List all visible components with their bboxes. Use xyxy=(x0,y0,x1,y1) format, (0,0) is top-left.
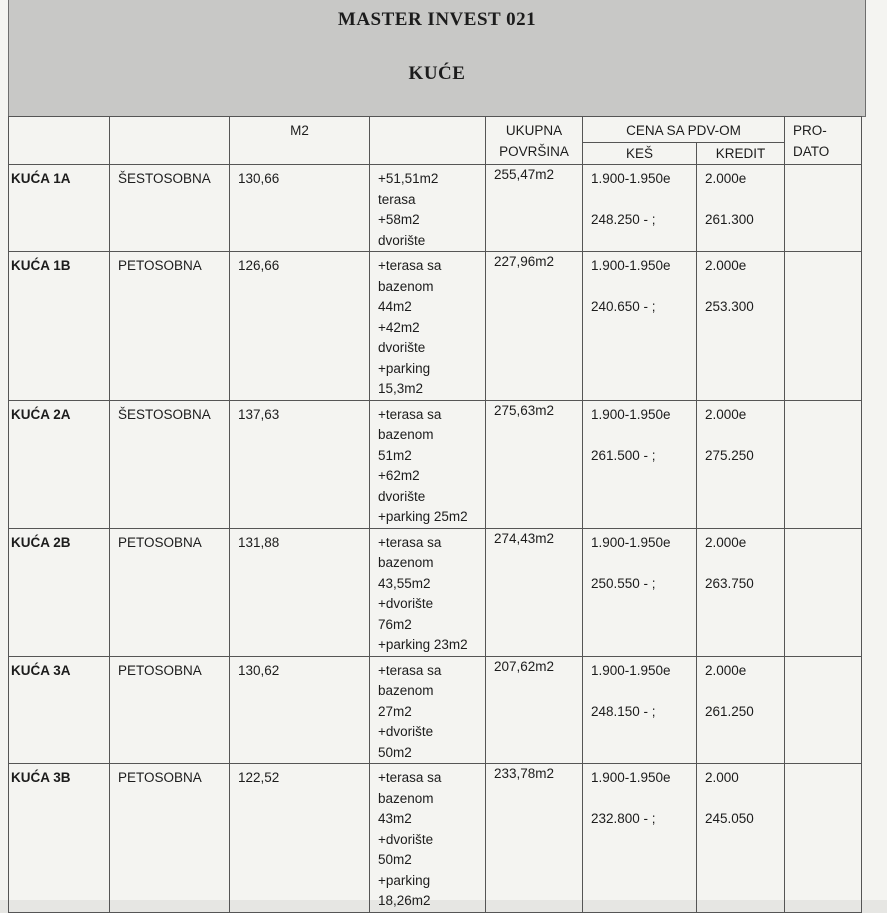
house-type: PETOSOBNA xyxy=(110,528,230,656)
header-prodato-1: PRO- xyxy=(793,123,827,138)
price-cash xyxy=(583,528,697,656)
extra-line: +58m2 xyxy=(378,212,420,227)
cash-price: 248.150 - ; xyxy=(591,703,656,719)
house-name: KUĆA 2A xyxy=(9,400,110,528)
extra-line: dvorište xyxy=(378,340,426,355)
house-area: 130,62 xyxy=(230,656,370,764)
extra-line: +parking 25m2 xyxy=(378,509,468,524)
credit-price: 253.300 xyxy=(705,299,754,314)
cash-price: 248.250 - ; xyxy=(591,212,656,227)
cash-price: 240.650 - ; xyxy=(591,299,656,314)
extra-line: dvorište xyxy=(378,488,426,504)
price-cash xyxy=(583,165,697,252)
house-extras xyxy=(370,764,486,913)
house-type: PETOSOBNA xyxy=(110,252,230,401)
extra-line: 43,55m2 xyxy=(378,575,431,591)
extra-line: +parking 23m2 xyxy=(378,637,468,652)
table-row xyxy=(9,165,862,252)
extra-line: 43m2 xyxy=(378,811,412,826)
house-total-area: 255,47m2 xyxy=(486,165,583,252)
extra-line: +dvorište xyxy=(378,724,434,739)
extra-line: +parking xyxy=(378,360,431,376)
price-range: 1.900-1.950e xyxy=(591,662,671,678)
price-range: 1.900-1.950e xyxy=(591,770,671,785)
credit-rate: 2.000e xyxy=(705,171,747,186)
extra-line: 50m2 xyxy=(378,744,412,760)
table-row xyxy=(9,764,862,913)
credit-price: 261.250 xyxy=(705,703,754,719)
house-name: KUĆA 3A xyxy=(9,656,110,764)
extra-line: terasa xyxy=(378,191,416,207)
sold-status xyxy=(785,764,862,913)
table-row xyxy=(9,252,862,401)
extra-line: bazenom xyxy=(378,555,434,570)
house-extras xyxy=(370,528,486,656)
credit-price: 245.050 xyxy=(705,811,754,826)
house-name: KUĆA 2B xyxy=(9,528,110,656)
title-banner xyxy=(8,0,866,57)
credit-rate: 2.000e xyxy=(705,406,747,422)
price-range: 1.900-1.950e xyxy=(591,406,671,422)
house-total-area: 233,78m2 xyxy=(486,764,583,913)
subtitle-banner xyxy=(8,56,866,117)
table-row xyxy=(9,400,862,528)
extra-line: +dvorište xyxy=(378,831,434,847)
house-extras xyxy=(370,400,486,528)
credit-price: 263.750 xyxy=(705,575,754,591)
extra-line: +62m2 xyxy=(378,468,420,483)
document-title: MASTER INVEST 021 xyxy=(337,9,537,30)
credit-rate: 2.000e xyxy=(705,534,747,550)
price-cash xyxy=(583,400,697,528)
house-area: 130,66 xyxy=(230,165,370,252)
cash-price: 232.800 - ; xyxy=(591,811,656,826)
extra-line: bazenom xyxy=(378,790,434,806)
sold-status xyxy=(785,400,862,528)
credit-rate: 2.000e xyxy=(705,662,747,678)
extra-line: 76m2 xyxy=(378,616,412,632)
price-credit xyxy=(697,528,785,656)
extra-line: 15,3m2 xyxy=(378,381,424,396)
cash-price: 250.550 - ; xyxy=(591,575,656,591)
house-type: PETOSOBNA xyxy=(110,656,230,764)
extra-line: +42m2 xyxy=(378,319,420,335)
extra-line: +terasa sa xyxy=(378,534,442,550)
header-row-1 xyxy=(9,117,862,143)
house-area: 122,52 xyxy=(230,764,370,913)
cash-price: 261.500 - ; xyxy=(591,447,656,463)
credit-rate: 2.000 xyxy=(705,770,739,785)
house-type: PETOSOBNA xyxy=(110,764,230,913)
house-extras xyxy=(370,252,486,401)
extra-line: +dvorište xyxy=(378,596,434,611)
header-prodato-2: DATO xyxy=(793,143,830,159)
house-area: 126,66 xyxy=(230,252,370,401)
extra-line: bazenom xyxy=(378,278,434,294)
table-row xyxy=(9,656,862,764)
house-extras xyxy=(370,165,486,252)
extra-line: +51,51m2 xyxy=(378,171,439,186)
house-total-area: 227,96m2 xyxy=(486,252,583,401)
extra-line: 44m2 xyxy=(378,299,412,314)
house-area: 131,88 xyxy=(230,528,370,656)
price-range: 1.900-1.950e xyxy=(591,171,671,186)
sold-status xyxy=(785,528,862,656)
house-total-area: 274,43m2 xyxy=(486,528,583,656)
header-total-area xyxy=(486,117,583,165)
header-povrsina: POVRŠINA xyxy=(499,143,569,159)
house-total-area: 275,63m2 xyxy=(486,400,583,528)
extra-line: 27m2 xyxy=(378,703,412,719)
price-range: 1.900-1.950e xyxy=(591,534,671,550)
extra-line: +terasa sa xyxy=(378,662,442,678)
table-row xyxy=(9,528,862,656)
extra-line: +terasa sa xyxy=(378,770,442,785)
price-credit xyxy=(697,252,785,401)
sold-status xyxy=(785,252,862,401)
price-credit xyxy=(697,400,785,528)
extra-line: 18,26m2 xyxy=(378,893,431,908)
price-table xyxy=(8,116,862,913)
extra-line: +parking xyxy=(378,872,431,888)
header-kredit: KREDIT xyxy=(697,142,785,165)
price-credit xyxy=(697,764,785,913)
extra-line: 51m2 xyxy=(378,447,412,463)
house-type: ŠESTOSOBNA xyxy=(110,165,230,252)
credit-rate: 2.000e xyxy=(705,258,747,273)
extra-line: +terasa sa xyxy=(378,406,442,422)
house-name: KUĆA 1A xyxy=(9,165,110,252)
price-cash xyxy=(583,252,697,401)
house-name: KUĆA 3B xyxy=(9,764,110,913)
header-kes: KEŠ xyxy=(583,142,697,165)
extra-line: bazenom xyxy=(378,427,434,442)
header-price: CENA SA PDV-OM xyxy=(583,117,785,143)
price-credit xyxy=(697,656,785,764)
document-subtitle: KUĆE xyxy=(408,63,466,84)
house-total-area: 207,62m2 xyxy=(486,656,583,764)
house-type: ŠESTOSOBNA xyxy=(110,400,230,528)
sold-status xyxy=(785,656,862,764)
price-cash xyxy=(583,764,697,913)
house-extras xyxy=(370,656,486,764)
credit-price: 275.250 xyxy=(705,447,754,463)
price-range: 1.900-1.950e xyxy=(591,258,671,273)
header-ukupna: UKUPNA xyxy=(505,123,563,138)
credit-price: 261.300 xyxy=(705,212,754,227)
house-area: 137,63 xyxy=(230,400,370,528)
house-name: KUĆA 1B xyxy=(9,252,110,401)
header-sold xyxy=(785,117,862,165)
sold-status xyxy=(785,165,862,252)
extra-line: dvorište xyxy=(378,232,426,248)
extra-line: bazenom xyxy=(378,683,434,698)
extra-line: 50m2 xyxy=(378,852,412,867)
extra-line: +terasa sa xyxy=(378,258,442,273)
header-blank-extras xyxy=(370,117,486,165)
header-m2: M2 xyxy=(230,117,370,165)
price-credit xyxy=(697,165,785,252)
header-blank-type xyxy=(110,117,230,165)
header-blank-name xyxy=(9,117,110,165)
price-cash xyxy=(583,656,697,764)
